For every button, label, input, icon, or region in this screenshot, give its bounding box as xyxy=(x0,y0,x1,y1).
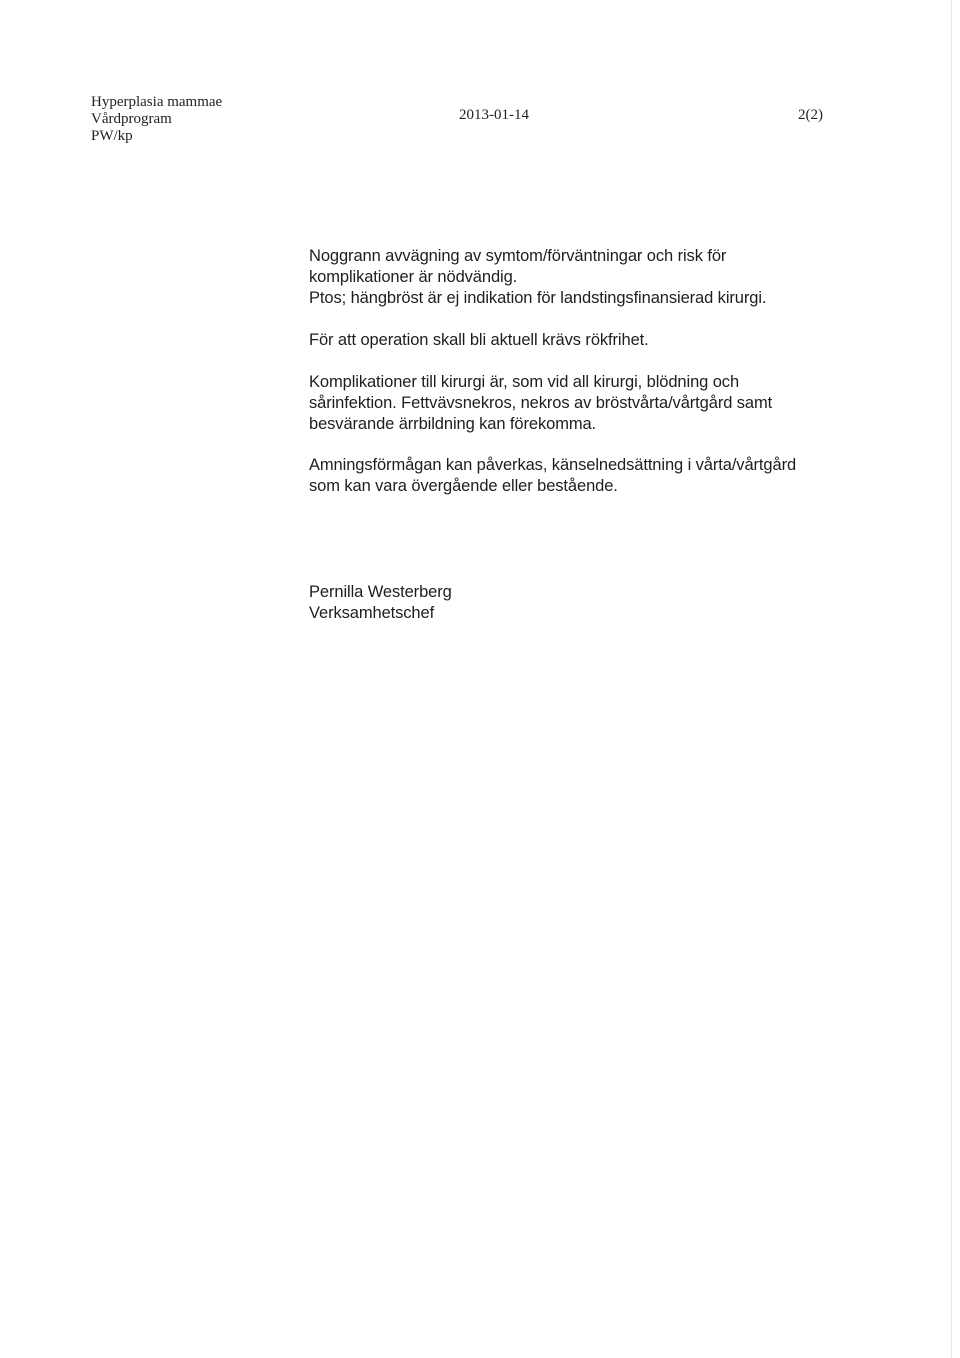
paragraph-line: Komplikationer till kirurgi är, som vid all kirurgi, blödning och xyxy=(309,373,740,391)
paragraph-line: komplikationer är nödvändig. xyxy=(309,268,518,286)
header-date: 2013-01-14 xyxy=(459,107,529,123)
header-title: Hyperplasia mammae xyxy=(91,94,223,110)
document-header-info xyxy=(91,94,222,145)
paragraph-smoking xyxy=(309,330,889,351)
signature-name: Pernilla Westerberg xyxy=(309,583,452,601)
paragraph-breastfeeding xyxy=(309,455,889,497)
paragraph-line: Noggrann avvägning av symtom/förväntningar och risk för xyxy=(309,247,727,265)
paragraph-line: besvärande ärrbildning kan förekomma. xyxy=(309,415,597,433)
paragraph-assessment xyxy=(309,246,889,309)
scan-edge-line xyxy=(951,0,952,1358)
paragraph-complications xyxy=(309,372,889,435)
signature-block xyxy=(309,582,889,624)
signature-title: Verksamhetschef xyxy=(309,604,435,622)
paragraph-line: För att operation skall bli aktuell krävs rökfrihet. xyxy=(309,331,649,349)
header-subtitle: Vårdprogram xyxy=(91,111,172,127)
header-reference: PW/kp xyxy=(91,128,133,144)
paragraph-line: sårinfektion. Fettvävsnekros, nekros av bröstvårta/vårtgård samt xyxy=(309,394,773,412)
paragraph-line: Ptos; hängbröst är ej indikation för landstingsfinansierad kirurgi. xyxy=(309,289,767,307)
paragraph-line: som kan vara övergående eller bestående. xyxy=(309,477,618,495)
header-page-number: 2(2) xyxy=(798,107,823,123)
paragraph-line: Amningsförmågan kan påverkas, känselnedsättning i vårta/vårtgård xyxy=(309,456,797,474)
